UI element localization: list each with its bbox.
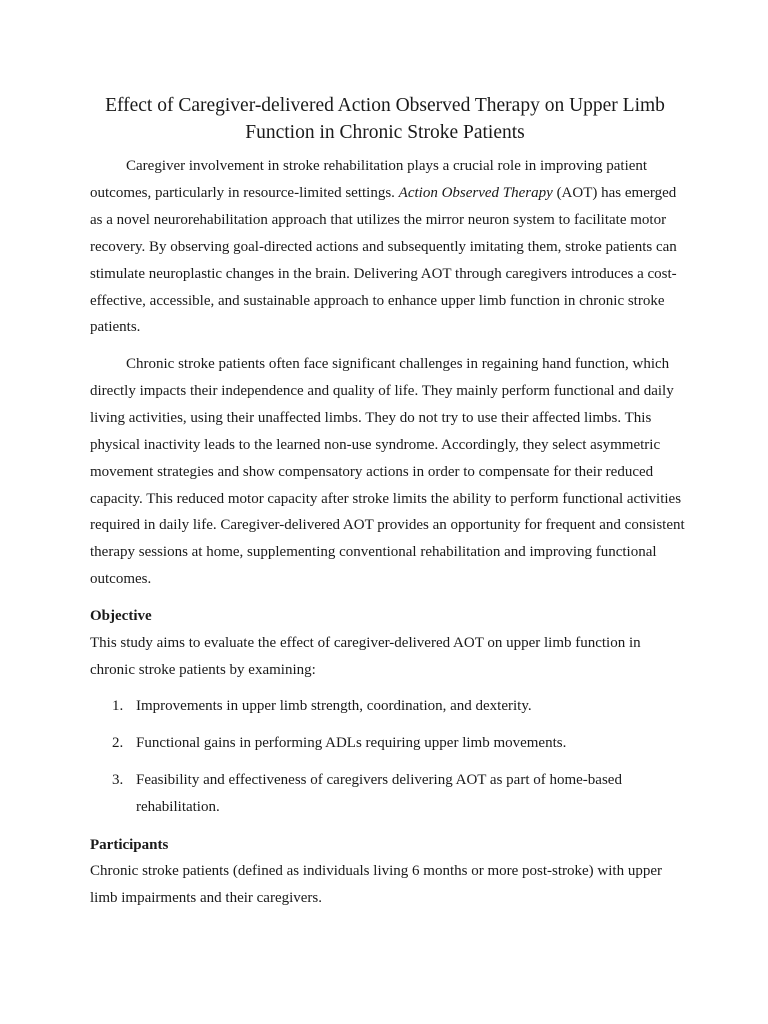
list-item-text: Feasibility and effectiveness of caregivers delivering AOT as part of home-based rehabilitation. <box>136 772 622 815</box>
objective-list-item <box>112 767 652 821</box>
background-paragraph: Chronic stroke patients often face significant challenges in regaining hand function, which directly impacts their independence and quality of life. They mainly perform functional and daily living activities, using their unaffected limbs. They do not try to use their affected limbs. This physical inactivity leads to the learned non-use syndrome. Accordingly, they select asymmetric movement strategies and show compensatory actions in order to compensate for their reduced capacity. This reduced motor capacity after stroke limits the ability to perform functional activities required in daily life. Caregiver-delivered AOT provides an opportunity for frequent and consistent therapy sessions at home, supplementing conventional rehabilitation and improving functional outcomes. <box>90 356 685 588</box>
list-item-text: Improvements in upper limb strength, coordination, and dexterity. <box>136 698 532 714</box>
objective-heading: Objective <box>90 608 152 624</box>
participants-text: Chronic stroke patients (defined as individuals living 6 months or more post-stroke) with upper limb impairments and their caregivers. <box>90 863 662 906</box>
intro-text-start: Caregiver involvement in stroke rehabilitation plays a crucial role in improving patient outcomes, particularly in resource-limited settings. <box>90 158 648 201</box>
aot-term: Action Observed Therapy <box>398 184 553 201</box>
participants-heading: Participants <box>90 837 169 853</box>
objective-text: This study aims to evaluate the effect of caregiver-delivered AOT on upper limb function in chronic stroke patients by examining: <box>90 635 641 678</box>
objective-list-item <box>112 693 652 720</box>
document-title: Effect of Caregiver-delivered Action Observed Therapy on Upper Limb Function in Chronic Stroke Patients <box>105 95 665 143</box>
list-item-number: 2. <box>112 735 124 751</box>
list-item-number: 1. <box>112 698 124 714</box>
list-item-text: Functional gains in performing ADLs requiring upper limb movements. <box>136 735 567 751</box>
intro-text-end: (AOT) has emerged as a novel neurorehabilitation approach that utilizes the mirror neuron system to facilitate motor recovery. By observing goal-directed actions and subsequently imitating them, stroke patients can stimulate neuroplastic changes in the brain. Delivering AOT through caregivers introduces a cost-effective, accessible, and sustainable approach to enhance upper limb function in chronic stroke patients. <box>90 184 677 336</box>
intro-paragraph <box>90 153 685 341</box>
list-item-number: 3. <box>112 772 124 788</box>
objective-list-item <box>112 730 652 757</box>
